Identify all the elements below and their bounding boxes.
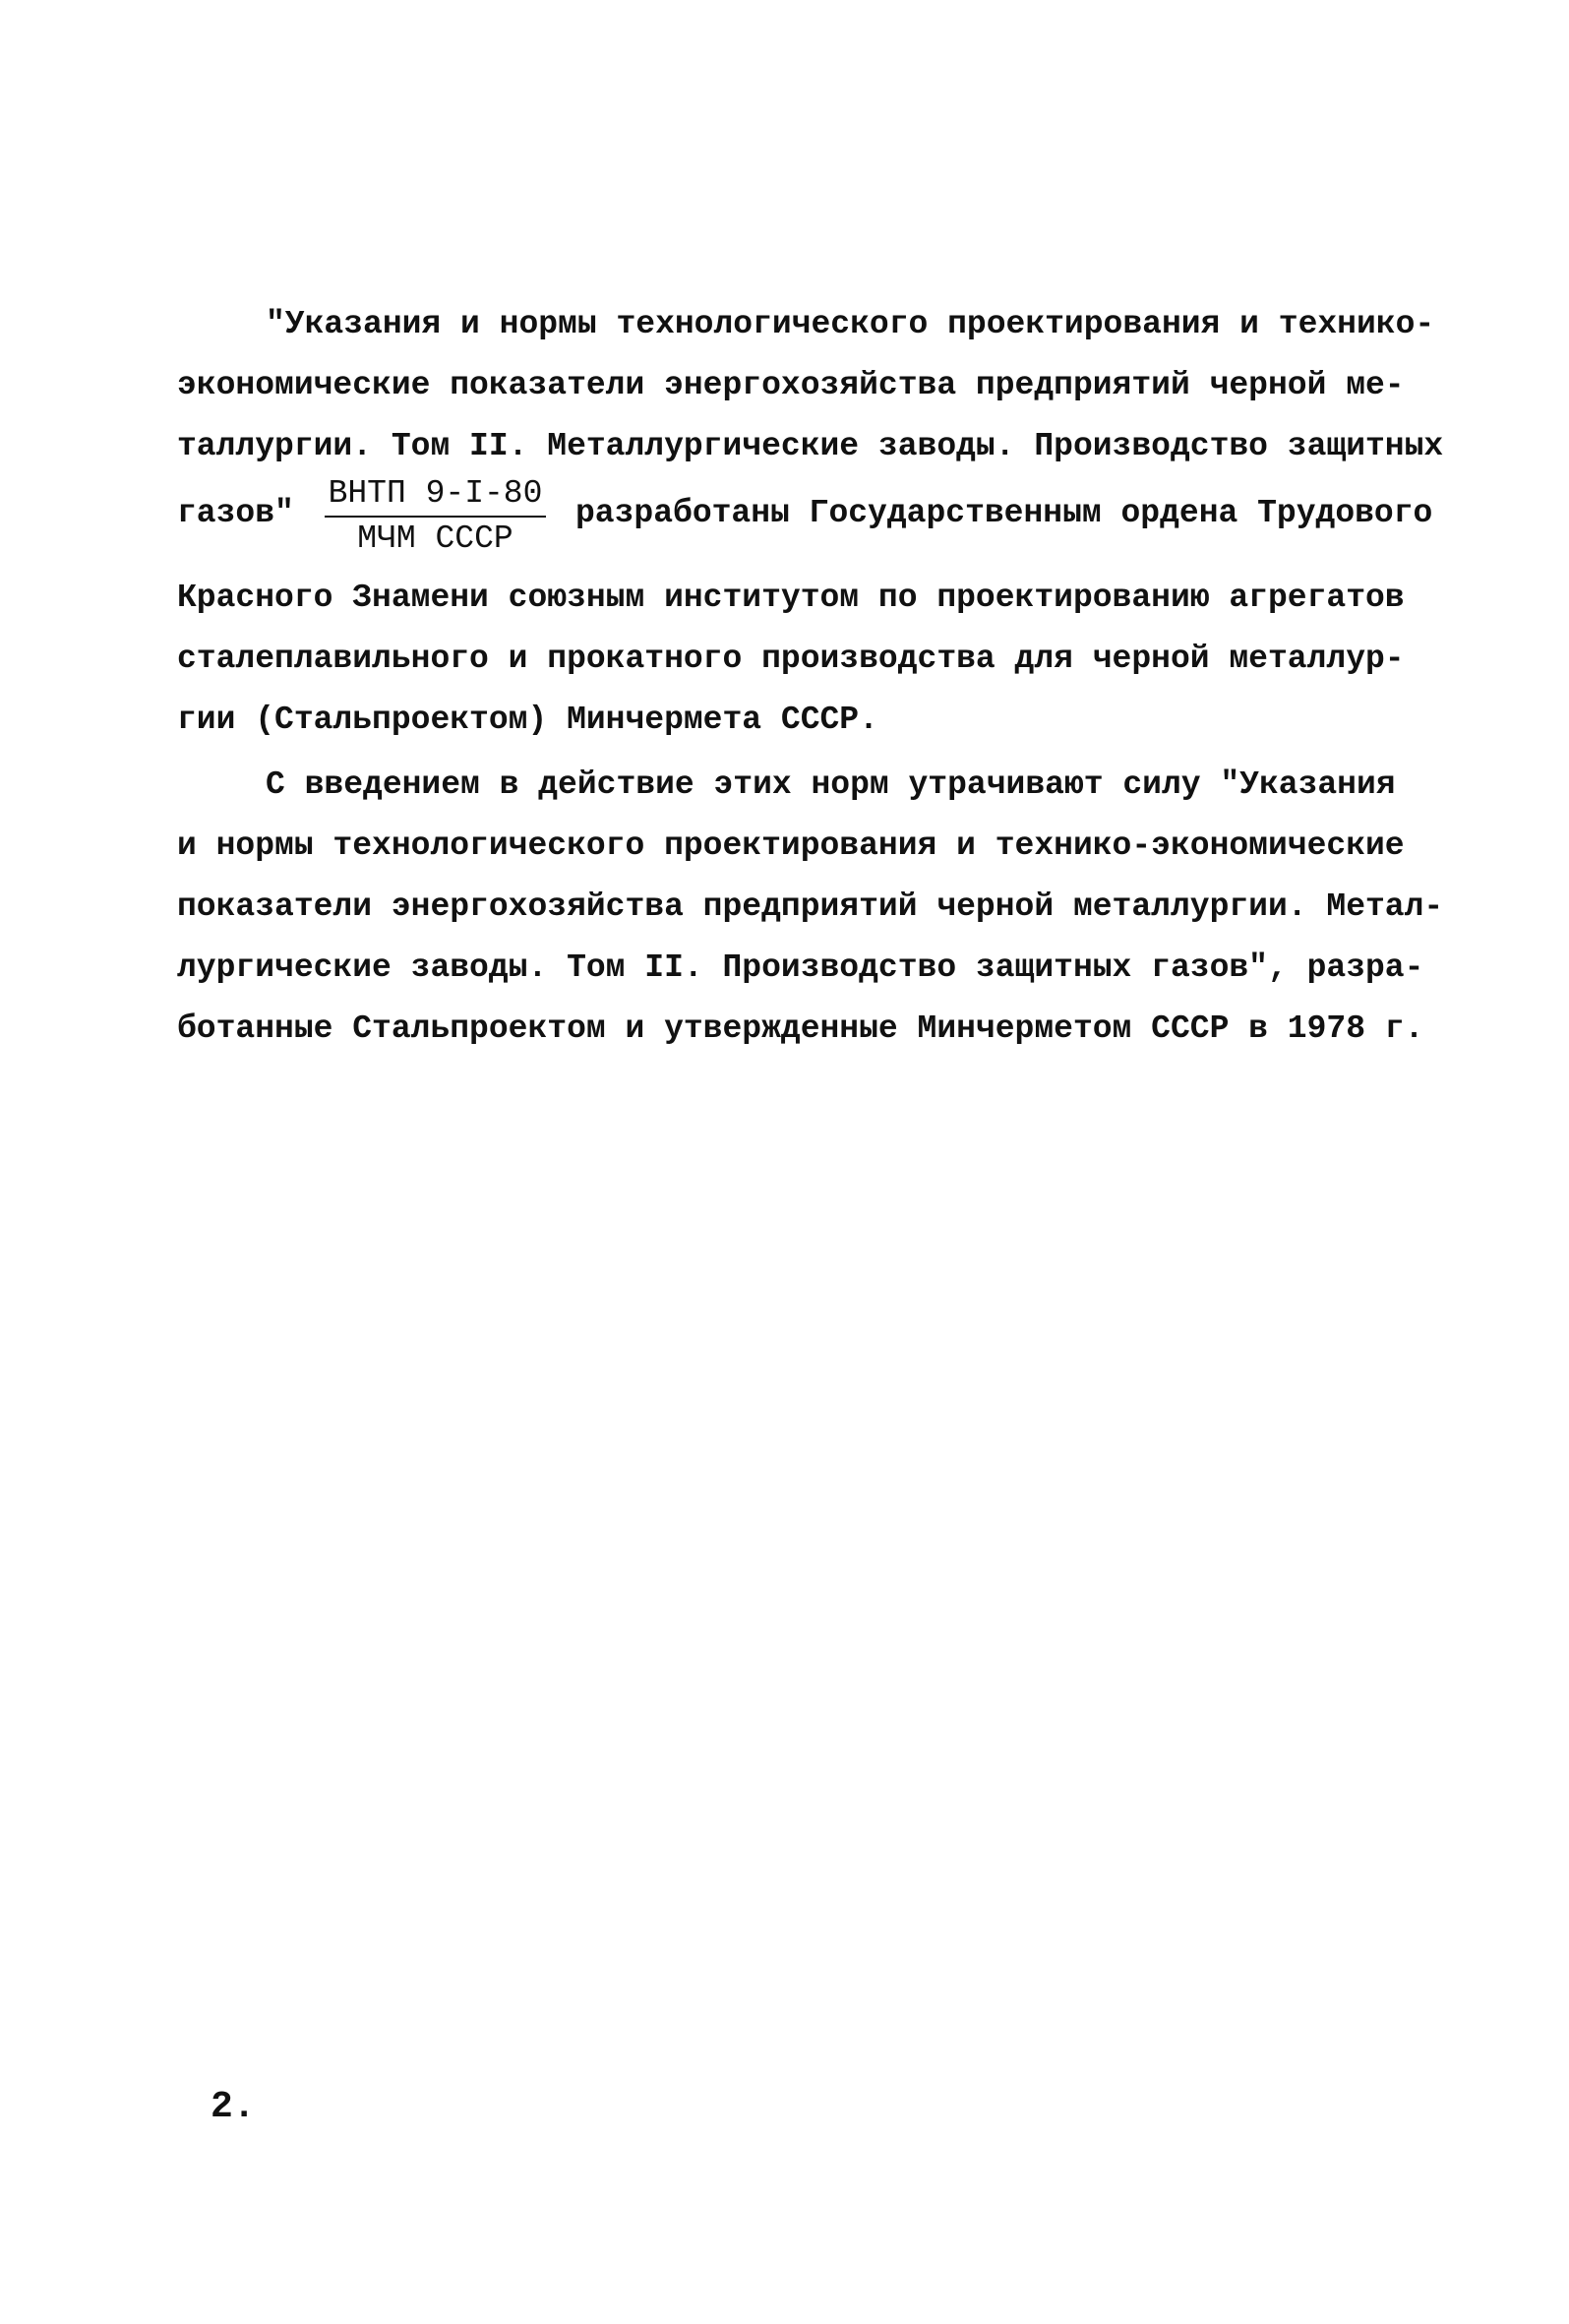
paragraph1-line4-end: разработаны Государственным ордена Трудового — [575, 495, 1433, 531]
fraction-denominator: МЧМ СССР — [357, 520, 513, 557]
paragraph1-line4-start: газов" — [177, 495, 294, 531]
paragraph2-line3: показатели энергохозяйства предприятий черной металлургии. Метал- — [177, 888, 1444, 925]
paragraph1-line6: сталеплавильного и прокатного производства для черной металлур- — [177, 641, 1405, 677]
paragraph1-line3: таллургии. Том II. Металлургические заводы. Производство защитных — [177, 428, 1444, 464]
paragraph1-line1: "Указания и нормы технологического проектирования и технико- — [266, 306, 1435, 342]
paragraph2-line5: ботанные Стальпроектом и утвержденные Минчерметом СССР в 1978 г. — [177, 1010, 1424, 1047]
paragraph2-line2: и нормы технологического проектирования и технико-экономические — [177, 827, 1405, 864]
paragraph1-line5: Красного Знамени союзным институтом по проектированию агрегатов — [177, 580, 1405, 616]
paragraph2-line4: лургические заводы. Том II. Производство защитных газов", разра- — [177, 949, 1424, 986]
paragraph1-line7: гии (Стальпроектом) Минчермета СССР. — [177, 702, 878, 738]
document-code-fraction — [325, 474, 546, 559]
paragraph1-line2: экономические показатели энергохозяйства предприятий черной ме- — [177, 367, 1405, 403]
page-number: 2. — [211, 2086, 256, 2128]
paragraph2-line1: С введением в действие этих норм утрачивают силу "Указания — [266, 766, 1396, 803]
fraction-numerator: ВНТП 9-I-80 — [325, 474, 546, 518]
